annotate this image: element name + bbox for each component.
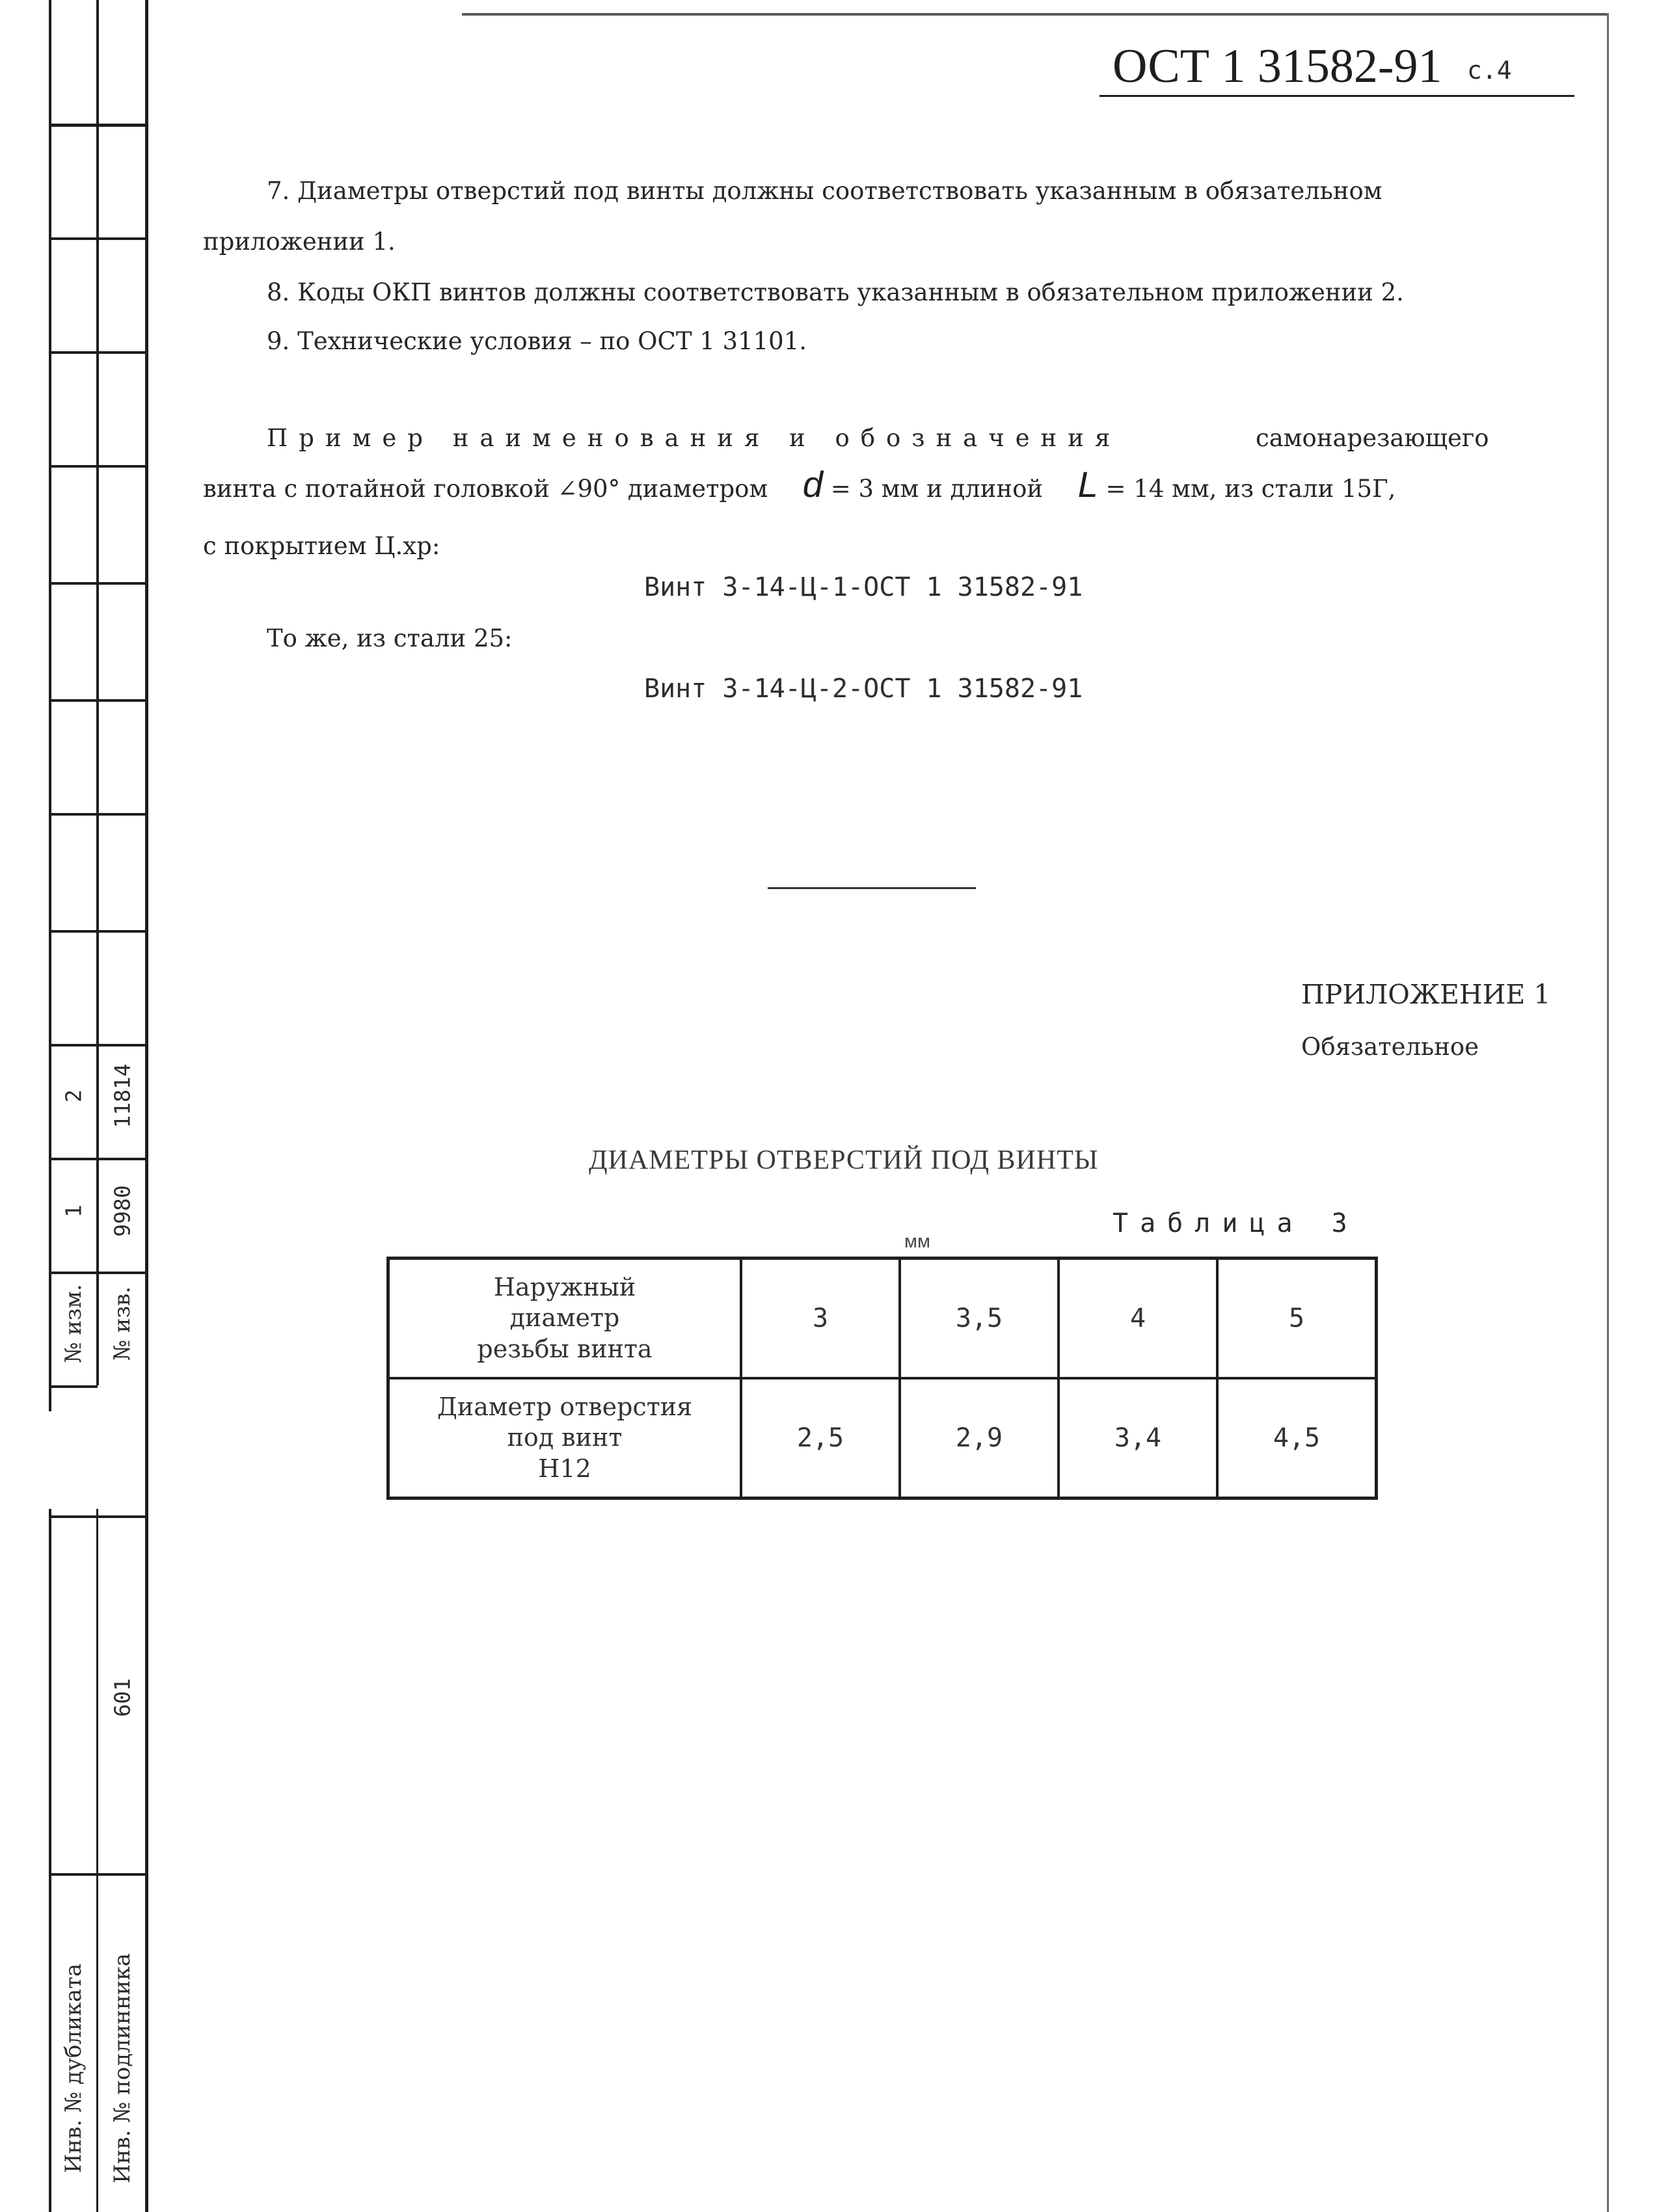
item-7-line-1: 7. Диаметры отверстий под винты должны соответствовать указанным в обязательном <box>267 177 1382 205</box>
variable-l: L <box>1077 464 1098 505</box>
notice-number-label: № изв. <box>109 1286 135 1361</box>
tolerance-h12: Н12 <box>538 1454 591 1483</box>
designation-2: Винт 3-14-Ц-2-ОСТ 1 31582-91 <box>644 674 1083 704</box>
document-code: ОСТ 1 31582-91 <box>1113 40 1442 93</box>
inventory-number: 601 <box>109 1678 135 1717</box>
table-row <box>388 1378 1377 1499</box>
example-line2-b: = 3 мм и длиной <box>830 475 1044 503</box>
table-cell: 3,5 <box>900 1259 1059 1379</box>
table-cell: 3 <box>741 1259 900 1379</box>
notice-2: 11814 <box>109 1063 135 1128</box>
example-line1-rest: самонарезающего <box>1256 424 1489 452</box>
table-row <box>388 1259 1377 1379</box>
change-number-label: № изм. <box>61 1284 87 1363</box>
separator-rule <box>768 887 976 889</box>
item-7-line-2: приложении 1. <box>203 228 396 256</box>
change-2: 2 <box>61 1089 87 1102</box>
table-cell: 5 <box>1217 1259 1377 1379</box>
appendix-title: ДИАМЕТРЫ ОТВЕРСТИЙ ПОД ВИНТЫ <box>589 1145 1099 1175</box>
table-cell: 4,5 <box>1217 1378 1377 1499</box>
page-number: с.4 <box>1467 56 1512 85</box>
variable-d: d <box>802 464 823 505</box>
designation-1: Винт 3-14-Ц-1-ОСТ 1 31582-91 <box>644 572 1083 602</box>
table-cell: 4 <box>1059 1259 1217 1379</box>
units-label: мм <box>904 1231 930 1252</box>
appendix-label: ПРИЛОЖЕНИЕ 1 <box>1301 979 1551 1010</box>
example-line2-c: = 14 мм, из стали 15Г, <box>1105 475 1396 503</box>
frame-right-border <box>1607 13 1609 2212</box>
table-cell: 2,9 <box>900 1378 1059 1499</box>
frame-top-border <box>462 13 1608 16</box>
notice-1: 9980 <box>109 1185 135 1237</box>
change-1: 1 <box>61 1205 87 1218</box>
example-heading: Пример наименования и обозначения <box>267 424 1122 452</box>
header-underline <box>1099 95 1574 97</box>
table-cell: 3,4 <box>1059 1378 1217 1499</box>
example-line2-a: винта с потайной головкой ∠90° диаметром <box>203 475 768 503</box>
example-line-3: с покрытием Ц.хр: <box>203 532 440 560</box>
item-8: 8. Коды ОКП винтов должны соответствовать указанным в обязательном приложении 2. <box>267 278 1404 306</box>
inventory-duplicate-label: Инв. № дубликата <box>61 1963 87 2174</box>
inventory-original-label: Инв. № подлинника <box>109 1953 135 2183</box>
example-line-2 <box>203 463 1396 505</box>
example-alt: То же, из стали 25: <box>267 624 513 652</box>
table-cell: 2,5 <box>741 1378 900 1499</box>
row-header-thread-diameter: Наружный диаметр резьбы винта <box>388 1259 742 1379</box>
appendix-status: Обязательное <box>1301 1033 1479 1061</box>
table-label: Таблица 3 <box>1113 1208 1359 1238</box>
item-9: 9. Технические условия – по ОСТ 1 31101. <box>267 327 807 355</box>
hole-diameter-table <box>386 1257 1378 1500</box>
row-header-hole-diameter: Диаметр отверстия под винт Н12 <box>388 1378 742 1499</box>
